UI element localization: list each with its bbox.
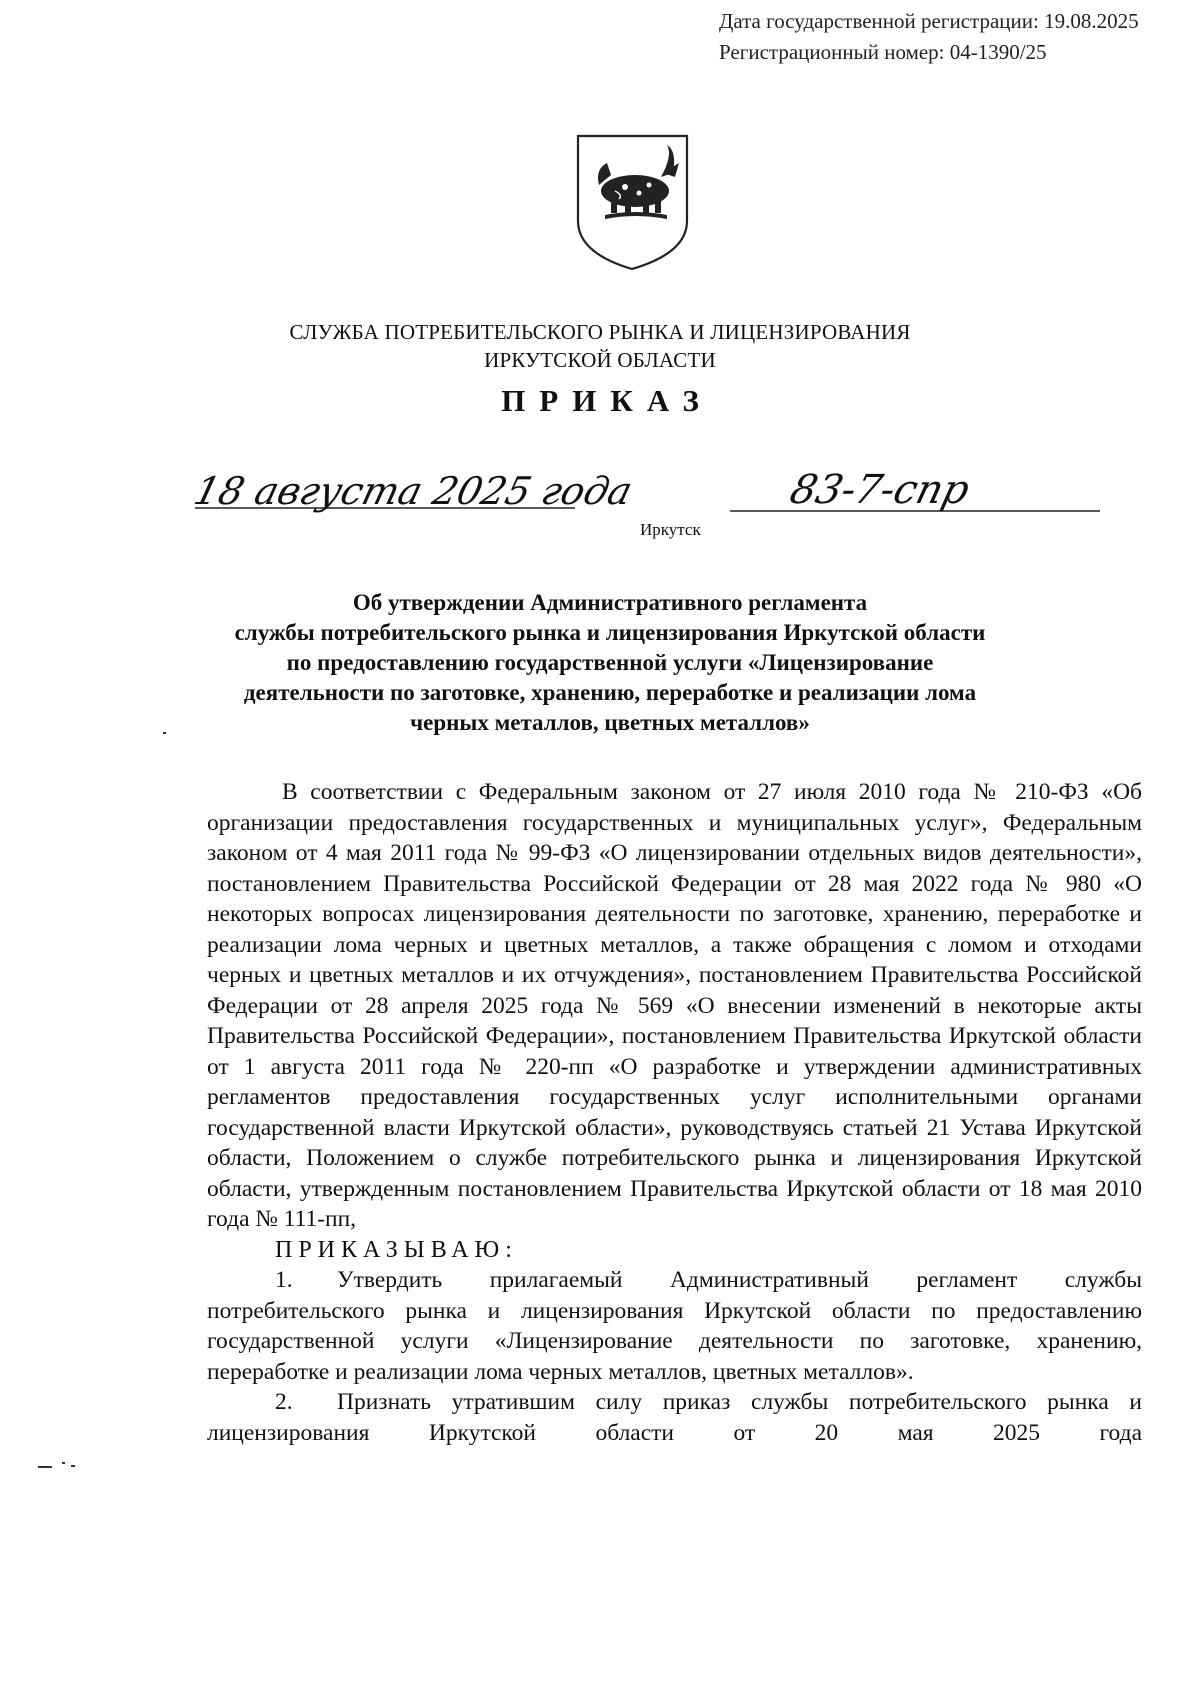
irkutsk-coat-of-arms-icon (575, 133, 690, 271)
handwritten-number (730, 455, 1100, 545)
agency-name-line2: ИРКУТСКОЙ ОБЛАСТИ (484, 348, 716, 372)
agency-name-line1: СЛУЖБА ПОТРЕБИТЕЛЬСКОГО РЫНКА И ЛИЦЕНЗИРОВАНИЯ (289, 320, 911, 344)
title-line5: черных металлов, цветных металлов» (410, 710, 810, 735)
document-title (150, 588, 1070, 738)
handwritten-number-text: 83-7-спр (785, 465, 975, 513)
title-line3: по предоставлению государственной услуги «Лицензирование (286, 650, 934, 675)
registration-stamp (719, 6, 1139, 68)
order-item-text: Признать утратившим силу приказ службы потребительского рынка и лицензирования Иркутской области от 20 мая 2025 года (207, 1389, 1142, 1446)
order-item-2 (207, 1387, 1142, 1448)
order-item-number: 1. (275, 1267, 293, 1293)
order-word: ПРИКАЗЫВАЮ: (275, 1236, 518, 1263)
order-item-text: Утвердить прилагаемый Административный регламент службы потребительского рынка и лицензирования Иркутской области по предоставлению государственной услуги «Лицензирование деятельности по заготовке, хранению, переработке и реализации лома черных металлов, цветных металлов». (207, 1267, 1142, 1385)
scan-speck (163, 732, 166, 734)
document-type-heading: ПРИКАЗ (501, 383, 713, 418)
registration-date: Дата государственной регистрации: 19.08.2025 (719, 9, 1139, 33)
preamble-paragraph: В соответствии с Федеральным законом от 27 июля 2010 года № 210-ФЗ «Об организации предоставления государственных и муниципальных услуг», Федеральным законом от 4 мая 2011 года № 99-ФЗ «О лицензировании отдельных видов деятельности», постановлением Правительства Российской Федерации от 28 мая 2022 года № 980 «О некоторых вопросах лицензирования деятельности по заготовке, хранению, переработке и реализации лома черных и цветных металлов, а также обращения с ломом и отходами черных и цветных металлов и их отчуждения», постановлением Правительства Российской Федерации от 28 апреля 2025 года № 569 «О внесении изменений в некоторые акты Правительства Российской Федерации», постановлением Правительства Иркутской области от 1 августа 2011 года № 220-пп «О разработке и утверждении административных регламентов предоставления государственных услуг исполнительными органами государственной власти Иркутской области», руководствуясь статьей 21 Устава Иркутской области, Положением о службе потребительского рынка и лицензирования Иркутской области, утвержденным постановлением Правительства Иркутской области от 18 мая 2010 года № 111-пп, (207, 779, 1142, 1232)
registration-number: Регистрационный номер: 04-1390/25 (719, 40, 1047, 64)
title-line1: Об утверждении Административного регламента (352, 590, 868, 615)
city-name: Иркутск (640, 520, 701, 539)
agency-name (200, 318, 1000, 374)
scan-speck (38, 1466, 52, 1468)
handwritten-date-text: 18 августа 2025 года (189, 469, 637, 514)
scan-speck (71, 1465, 75, 1467)
document-body (207, 777, 1142, 1448)
handwritten-date (189, 452, 637, 542)
order-item-1 (207, 1265, 1142, 1387)
title-line2: службы потребительского рынка и лицензирования Иркутской области (234, 620, 986, 645)
scan-speck (62, 1462, 65, 1464)
title-line4: деятельности по заготовке, хранению, переработке и реализации лома (243, 680, 977, 705)
order-item-number: 2. (275, 1389, 293, 1415)
